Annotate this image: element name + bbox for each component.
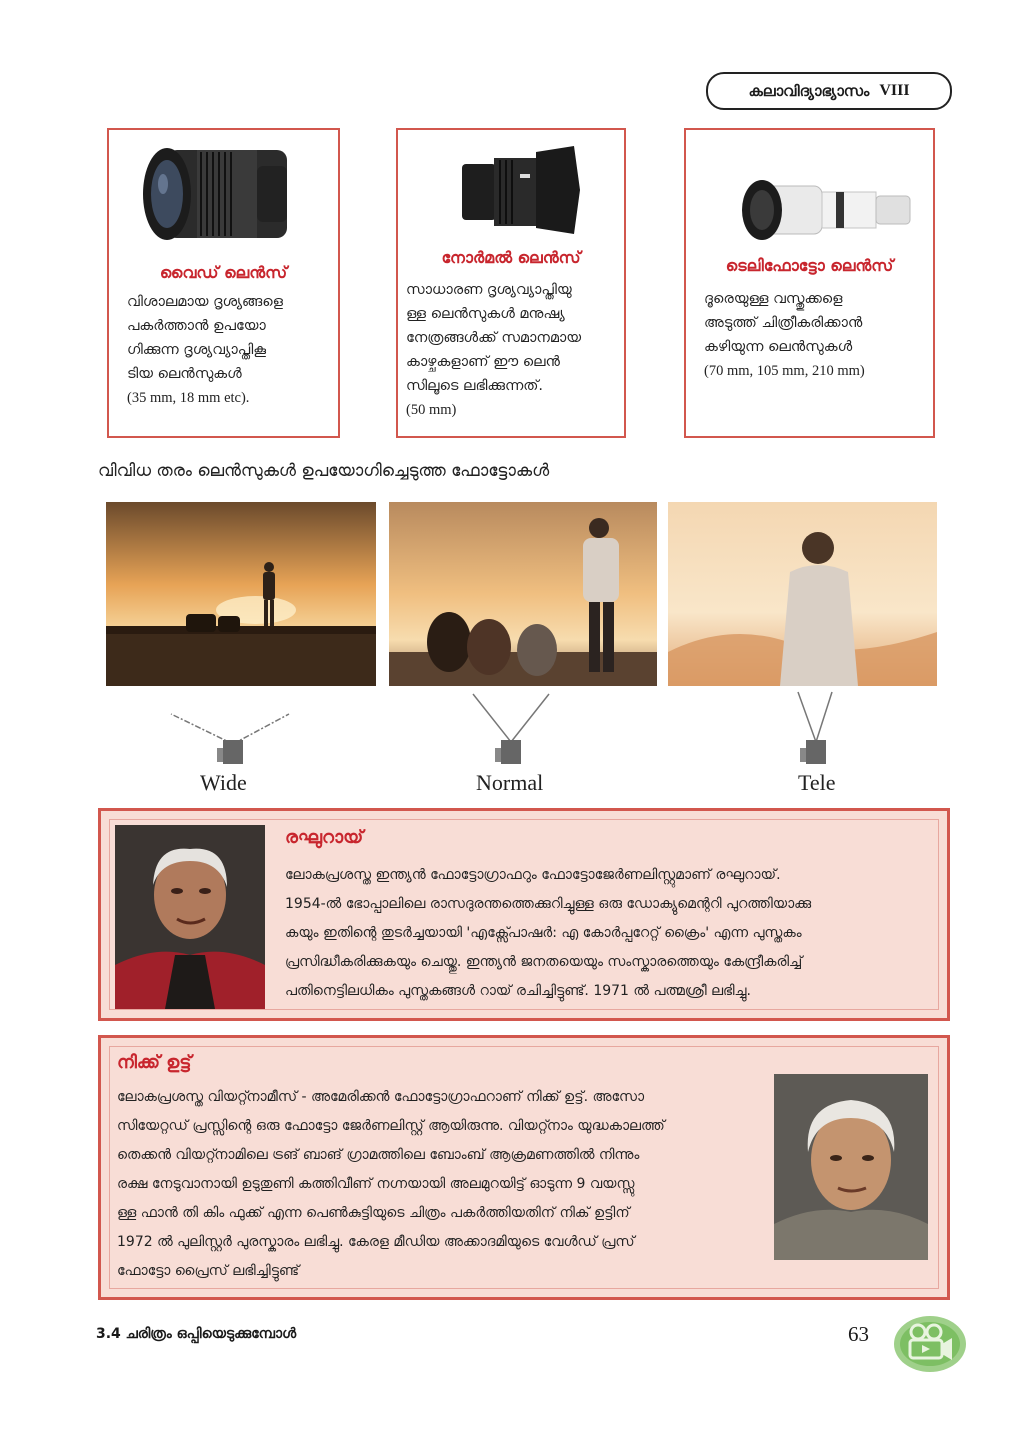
fov-diagram-wide — [165, 710, 295, 770]
portrait-nick-ut — [774, 1074, 928, 1260]
bio-line: സിയേറ്റഡ് പ്രസ്സിന്റെ ഒരു ഫോട്ടോ ജേർണലിസ്റ്റ് ആയിരുന്നു. വിയറ്റ്നാം യുദ്ധകാലത്ത് — [117, 1118, 665, 1134]
lens-desc-wide — [127, 290, 332, 410]
lens-name-tele: ടെലിഫോട്ടോ ലെൻസ് — [725, 256, 894, 275]
bio-box-nick-ut — [98, 1035, 950, 1300]
desc-line: വിശാലമായ ദൃശ്യങ്ങളെ — [127, 294, 283, 310]
lens-name-wide: വൈഡ് ലെൻസ് — [159, 263, 288, 282]
fov-diagram-tele — [790, 690, 840, 770]
bio-line: പതിനെട്ടിലധികം പുസ്തകങ്ങൾ റായ് രചിച്ചിട്ടുണ്ട്. 1971 ൽ പത്മശ്രീ ലഭിച്ചു. — [285, 983, 751, 999]
fov-label-normal: Normal — [476, 770, 544, 795]
bio-line: 1972 ൽ പുലിസ്റ്റർ പുരസ്കാരം ലഭിച്ചു. കേരള മീഡിയ അക്കാദമിയുടെ വേൾഡ് പ്രസ് — [117, 1234, 635, 1250]
page-number: 63 — [848, 1322, 869, 1346]
desc-line: നേത്രങ്ങൾക്ക് സമാനമായ — [406, 330, 582, 346]
chapter-footer: 3.4 ചരിത്രം ഒപ്പിയെടുക്കുമ്പോൾ — [96, 1326, 297, 1342]
bio-line: കയും ഇതിന്റെ തുടർച്ചയായി 'എക്സ്പോഷർ: എ കോർപ്പറേറ്റ് ക്രൈം' എന്ന പുസ്തകം — [285, 925, 802, 941]
bio-line: ലോകപ്രശസ്ത വിയറ്റ്നാമീസ് - അമേരിക്കൻ ഫോട്ടോഗ്രാഫറാണ് നിക്ക് ഉട്ട്. അസോ — [117, 1089, 645, 1105]
video-camera-icon — [890, 1310, 968, 1374]
desc-line: സിലൂടെ ലഭിക്കുന്നത്. — [406, 378, 544, 394]
desc-line: സാധാരണ ദൃശ്യവ്യാപ്തിയു — [406, 282, 572, 298]
desc-line: അടുത്ത് ചിത്രീകരിക്കാൻ — [704, 315, 863, 331]
desc-line: ദൂരെയുള്ള വസ്തുക്കളെ — [704, 291, 843, 307]
photo-tele — [668, 502, 937, 686]
bio-line: ലോകപ്രശസ്ത ഇന്ത്യൻ ഫോട്ടോഗ്രാഫറും ഫോട്ടോജേർണലിസ്റ്റുമാണ് രഘുറായ്. — [285, 867, 781, 883]
lens-desc-normal — [406, 278, 621, 422]
class-number: VIII — [879, 82, 910, 99]
desc-line: കാഴ്ചകളാണ് ഈ ലെൻ — [406, 354, 560, 370]
fov-label-tele: Tele — [798, 770, 836, 795]
lens-examples: (35 mm, 18 mm etc). — [127, 390, 250, 406]
bio-line: തെക്കൻ വിയറ്റ്നാമിലെ ട്രങ് ബാങ് ഗ്രാമത്തിലെ ബോംബ് ആക്രമണത്തിൽ നിന്നും — [117, 1147, 640, 1163]
bio-line: രക്ഷ നേടുവാനായി ഉടുതുണി കത്തിവീണ് നഗ്നയായി അലമുറയിട്ട് ഓടുന്ന 9 വയസ്സു — [117, 1176, 635, 1192]
desc-line: പകർത്താൻ ഉപയോ — [127, 318, 266, 334]
normal-lens-image — [456, 144, 586, 236]
bio-text-raghu-rai — [285, 861, 941, 1006]
lens-card-normal — [396, 128, 626, 438]
lens-desc-tele — [704, 287, 929, 383]
book-header — [706, 72, 952, 110]
lens-examples: (50 mm) — [406, 402, 457, 418]
desc-line: ടിയ ലെൻസുകൾ — [127, 366, 242, 382]
lens-name-normal: നോർമൽ ലെൻസ് — [441, 248, 581, 267]
fov-diagram-normal — [465, 690, 555, 770]
desc-line: ഗിക്കുന്ന ദൃശ്യവ്യാപ്തികൂ — [127, 342, 267, 358]
bio-box-raghu-rai — [98, 808, 950, 1021]
photo-wide — [106, 502, 376, 686]
bio-name-raghu-rai: രഘുറായ് — [285, 827, 364, 848]
bio-line: ള്ള ഫാൻ തി കിം ഫുക്ക് എന്ന പെൺകുട്ടിയുടെ ചിത്രം പകർത്തിയതിന് നിക് ഉട്ടിന് — [117, 1205, 630, 1221]
lens-card-wide — [107, 128, 340, 438]
bio-line: ഫോട്ടോ പ്രൈസ് ലഭിച്ചിട്ടുണ്ട് — [117, 1263, 300, 1279]
bio-line: 1954-ൽ ഭോപ്പാലിലെ രാസദുരന്തത്തെക്കുറിച്ചുള്ള ഒരു ഡോക്യുമെന്ററി പുറത്തിയാക്കു — [285, 896, 812, 912]
bio-name-nick-ut: നിക്ക് ഉട്ട് — [117, 1052, 192, 1073]
portrait-raghu-rai — [115, 825, 265, 1009]
book-title: കലാവിദ്യാഭ്യാസം — [748, 82, 870, 100]
lens-card-tele — [684, 128, 935, 438]
photos-caption: വിവിധ തരം ലെൻസുകൾ ഉപയോഗിച്ചെടുത്ത ഫോട്ടോകൾ — [98, 461, 550, 481]
fov-label-wide: Wide — [200, 770, 247, 795]
wide-lens-image — [137, 138, 307, 246]
lens-examples: (70 mm, 105 mm, 210 mm) — [704, 363, 865, 379]
telephoto-lens-image — [736, 170, 916, 250]
photo-normal — [389, 502, 657, 686]
bio-text-nick-ut — [117, 1083, 762, 1286]
desc-line: ള്ള ലെൻസുകൾ മനുഷ്യ — [406, 306, 565, 322]
desc-line: കഴിയുന്ന ലെൻസുകൾ — [704, 339, 853, 355]
bio-line: പ്രസിദ്ധീകരിക്കുകയും ചെയ്തു. ഇന്ത്യൻ ജനതയെയും സംസ്കാരത്തെയും കേന്ദ്രീകരിച്ച് — [285, 954, 803, 970]
